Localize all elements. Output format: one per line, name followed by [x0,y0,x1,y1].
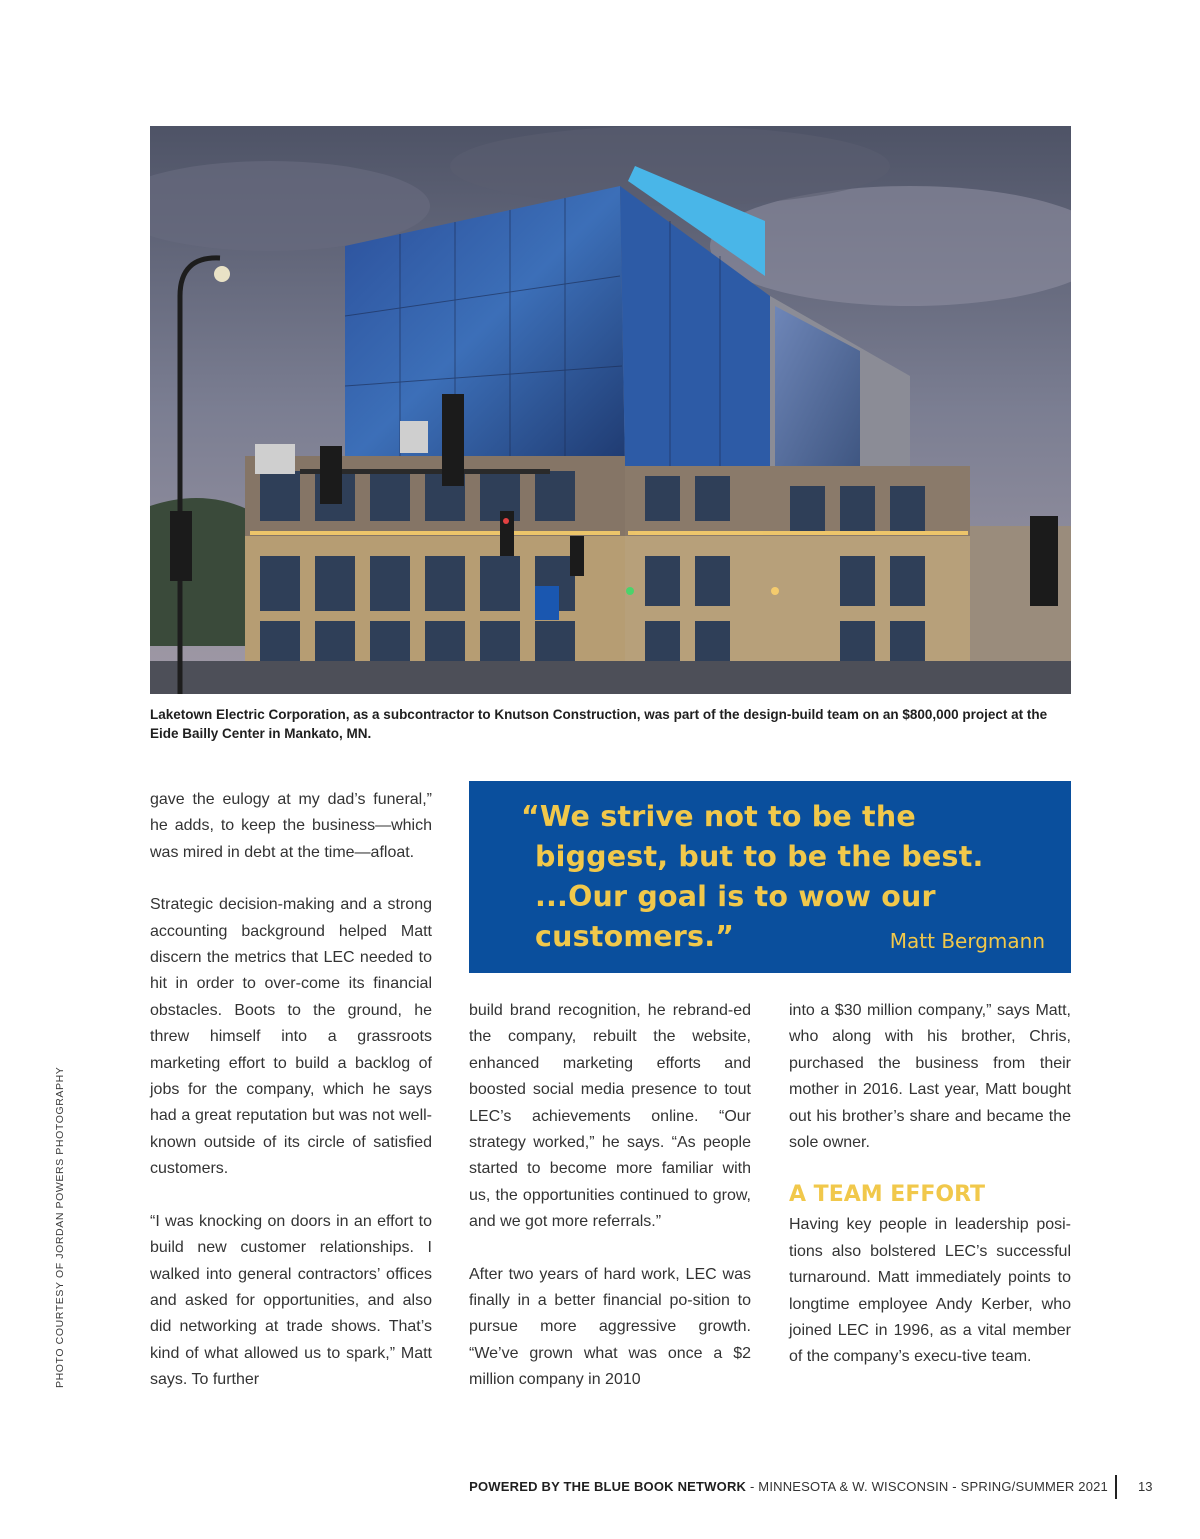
section-subhead: A TEAM EFFORT [789,1182,986,1208]
article-column-1 [150,787,432,1420]
page-footer [469,1479,1108,1494]
building-illustration [150,126,1071,694]
footer-divider [1115,1475,1117,1499]
paragraph: gave the eulogy at my dad’s funeral,” he adds, to keep the business—which was mired in debt at the time—afloat. [150,791,432,861]
pull-quote-author: Matt Bergmann [889,929,1045,953]
paragraph: into a $30 million company,” says Matt, who along with his brother, Chris, purchased the business from their mother in 2016. Last year, Matt bought out his brother’s share and became the sole owner. [789,1002,1071,1152]
footer-issue: - MINNESOTA & W. WISCONSIN - SPRING/SUMMER 2021 [746,1479,1108,1494]
pull-quote-text: “We strive not to be the biggest, but to be the best. ...Our goal is to wow our customers.” [521,800,984,953]
photo-credit: PHOTO COURTESY OF JORDAN POWERS PHOTOGRAPHY [54,1066,66,1388]
footer-publication: POWERED BY THE BLUE BOOK NETWORK [469,1479,747,1494]
paragraph: Having key people in leadership posi-tions also bolstered LEC’s successful turnaround. Matt immediately points to longtime employee Andy Kerber, who joined LEC in 1996, as a vital member of the company’s execu-tive team. [789,1216,1071,1366]
article-column-2 [469,998,751,1420]
page-number: 13 [1138,1479,1153,1494]
paragraph: build brand recognition, he rebrand-ed the company, rebuilt the website, enhanced marketing efforts and boosted social media presence to tout LEC’s achievements online. “Our strategy worked,” he says. “As people started to become more familiar with us, the opportunities continued to grow, and we got more referrals.” [469,1002,751,1231]
paragraph: After two years of hard work, LEC was finally in a better financial po-sition to pursue more aggressive growth. “We’ve grown what was once a $2 million company in 2010 [469,1265,751,1389]
building-photo [150,126,1071,694]
pull-quote [469,781,1071,973]
photo-caption: Laketown Electric Corporation, as a subcontractor to Knutson Construction, was part of the design-build team on an $800,000 project at the Eide Bailly Center in Mankato, MN. [150,707,1048,741]
paragraph: Strategic decision-making and a strong accounting background helped Matt discern the metrics that LEC needed to hit in order to over-come its financial obstacles. Boots to the ground, he threw himself into a grassroots marketing effort to build a backlog of jobs for the company, which he says had a great reputation but was not well-known outside of its circle of satisfied customers. [150,896,432,1178]
article-column-3 [789,998,1071,1397]
paragraph: “I was knocking on doors in an effort to build new customer relationships. I walked into general contractors’ offices and asked for opportunities, and also did networking at trade shows. That’s kind of what allowed us to spark,” Matt says. To further [150,1212,432,1389]
